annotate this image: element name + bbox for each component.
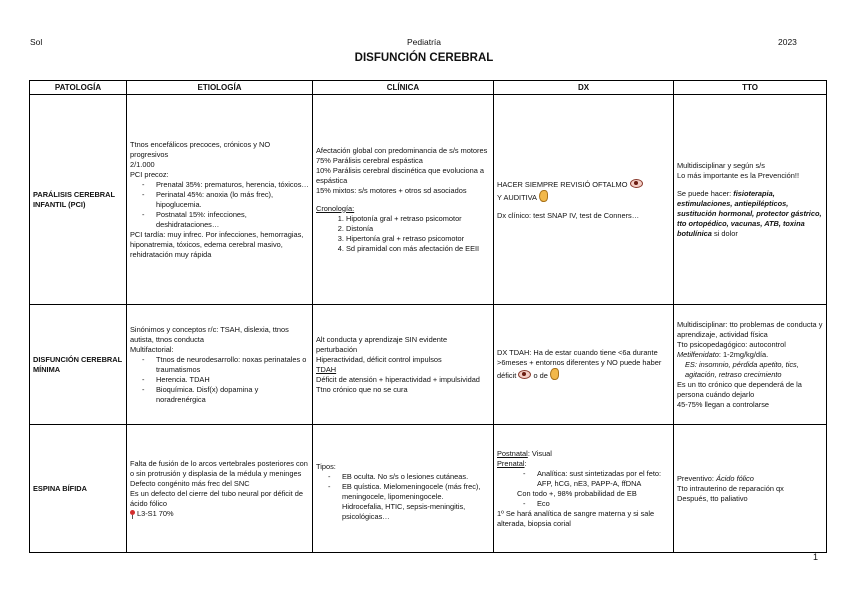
- bullet-list: [130, 355, 309, 405]
- bullet-list: [316, 472, 490, 502]
- col-header-patologia: PATOLOGÍA: [30, 81, 127, 95]
- text-line: Es un defecto del cierre del tubo neural por déficit de ácido fólico: [130, 488, 303, 508]
- col-header-etiologia: ETIOLOGÍA: [127, 81, 313, 95]
- list-item: - Postnatal 15%: infecciones, deshidrataciones…: [156, 210, 309, 230]
- section-label: Tipos:: [316, 461, 336, 471]
- text-line: Dx clínico: test SNAP IV, test de Conners…: [497, 210, 640, 220]
- section-label: TDAH: [316, 364, 337, 374]
- text-line: 2/1.000: [130, 159, 155, 169]
- list-item: - Analítica: sust sintetizadas por el feto: AFP, hCG, nE3, PAPP-A, ffDNA: [537, 469, 670, 489]
- cell-patologia: PARÁLISIS CEREBRAL INFANTIL (PCI): [30, 95, 127, 305]
- table-row: [30, 95, 827, 305]
- text-line: [497, 179, 670, 203]
- text-line: Es un tto crónico que dependerá de la persona cuándo dejarlo: [677, 379, 802, 399]
- text-line: PCI precoz:: [130, 169, 169, 179]
- text-line: [677, 474, 823, 484]
- col-header-clinica: CLÍNICA: [313, 81, 494, 95]
- text-line: [130, 509, 309, 519]
- location-text: L3-S1 70%: [137, 508, 174, 518]
- header-author: Sol: [30, 37, 43, 47]
- text-line: Ttno crónico que no se cura: [316, 384, 408, 394]
- list-item: 1. Hipotonía gral + retraso psicomotor: [346, 214, 490, 224]
- text-line: [677, 189, 823, 239]
- ear-icon: [539, 190, 548, 202]
- text-line: Lo más importante es la Prevención!!: [677, 170, 800, 180]
- dx-text: o de: [533, 371, 548, 380]
- page-title: DISFUNCIÓN CEREBRAL: [354, 52, 494, 64]
- cell-patologia: ESPINA BÍFIDA: [30, 425, 127, 553]
- ear-icon: [550, 368, 559, 380]
- text-line: Multidisciplinar: tto problemas de conducta y aprendizaje, actividad física: [677, 319, 823, 339]
- list-item: - Eco: [537, 499, 670, 509]
- tto-suffix: si dolor: [711, 228, 738, 238]
- page-number: 1: [813, 552, 819, 562]
- list-item: 3. Hipertonía gral + retraso psicomotor: [346, 234, 490, 244]
- cell-etiologia: [127, 95, 313, 305]
- text-line: Defecto congénito más frec del SNC: [130, 478, 250, 488]
- text-line: 1º Se hará analítica de sangre materna y si sale alterada, biopsia corial: [497, 508, 655, 528]
- list-item: - Ttnos de neurodesarrollo: noxas perinatales o traumatismos: [156, 355, 309, 375]
- list-item: - EB oculta. No s/s o lesiones cutáneas.: [342, 472, 490, 482]
- text-line: Ttnos encefálicos precoces, crónicos y NO progresivos: [130, 139, 271, 159]
- list-item: - Herencia. TDAH: [156, 375, 309, 385]
- list-item: - Bioquímica. Disf(x) dopamina y noradrenérgica: [156, 385, 309, 405]
- dx-text: DX TDAH: Ha de estar cuando tiene <6a durante >6meses + entornos diferentes y NO puede haber déficit: [497, 348, 662, 380]
- tto-emphasis: fisioterapia, estimulaciones, antiepilépticos, sustitución hormonal, protector gástrico, tto ortopédico, vacunas, ATB, toxina botulínica: [677, 188, 822, 238]
- drug-name: Metilfenidato: [677, 349, 719, 359]
- text-line: Después, tto paliativo: [677, 493, 748, 503]
- dx-text: Y AUDITIVA: [497, 192, 537, 202]
- text-line: Falta de fusión de lo arcos vertebrales posteriores con o sin protrusión y displasia de la médula y meninges: [130, 458, 308, 478]
- col-header-dx: DX: [494, 81, 674, 95]
- cell-etiologia: [127, 305, 313, 425]
- cell-dx: [494, 425, 674, 553]
- text-line: Tto psicopedagógico: autocontrol: [677, 339, 786, 349]
- pathology-table: [29, 80, 827, 553]
- table-header-row: [30, 81, 827, 95]
- table-row: [30, 305, 827, 425]
- table-row: [30, 425, 827, 553]
- cell-tto: [674, 305, 827, 425]
- text-line: PCI tardía: muy infrec. Por infecciones, hemorragias, hiponatremia, tóxicos, edema cerebral masivo, rehidratación muy rápida: [130, 229, 304, 259]
- list-item: 2. Distonía: [346, 224, 490, 234]
- drug-dose: : 1-2mg/kg/día.: [718, 349, 769, 359]
- text-line: Afectación global con predominancia de s/s motores: [316, 145, 488, 155]
- text-line: Hiperactividad, déficit control impulsos: [316, 354, 442, 364]
- text-line: ES: insomnio, pérdida apetito, tics, agitación, retraso crecimiento: [685, 359, 799, 379]
- bullet-list: [497, 469, 670, 489]
- list-item: - EB quística. Mielomeningocele (más frec), meningocele, lipomeningocele.: [342, 482, 490, 502]
- cell-dx: [494, 95, 674, 305]
- text-line: Hidrocefalia, HTIC, sepsis-meningitis, psicológicas…: [342, 501, 466, 521]
- text-line: [497, 449, 670, 459]
- text-line: 75% Parálisis cerebral espástica: [316, 155, 423, 165]
- text-line: Déficit de atensión + hiperactividad + impulsividad: [316, 374, 480, 384]
- dx-text: HACER SIEMPRE REVISIÓ OFTALMO: [497, 179, 628, 189]
- text-line: Multifactorial:: [130, 344, 174, 354]
- pin-icon: [130, 510, 135, 515]
- text-line: Con todo +, 98% probabilidad de EB: [517, 488, 637, 498]
- text-line: Alt conducta y aprendizaje SIN evidente perturbación: [316, 334, 448, 354]
- eye-icon: [518, 370, 531, 379]
- list-item: - Perinatal 45%: anoxia (lo más frec), hipoglucemia.: [156, 190, 309, 210]
- cell-patologia: DISFUNCIÓN CEREBRAL MÍNIMA: [30, 305, 127, 425]
- cell-dx: [494, 305, 674, 425]
- text-line: Multidisciplinar y según s/s: [677, 160, 765, 170]
- tto-emphasis: Ácido fólico: [716, 473, 754, 483]
- header-year: 2023: [778, 37, 797, 47]
- text-line: Tto intrauterino de reparación qx: [677, 483, 784, 493]
- numbered-list: [316, 214, 490, 254]
- list-item: 4. Sd piramidal con más afectación de EEII: [346, 244, 490, 254]
- dx-text: : Visual: [527, 448, 552, 458]
- bullet-list: [497, 499, 670, 509]
- text-line: Prenatal:: [497, 458, 527, 468]
- text-line: Sinónimos y conceptos r/c: TSAH, dislexia, ttnos autista, ttnos conducta: [130, 324, 289, 344]
- tto-prefix: Preventivo:: [677, 473, 717, 483]
- col-header-tto: TTO: [674, 81, 827, 95]
- cell-clinica: [313, 425, 494, 553]
- text-line: [677, 350, 823, 360]
- bullet-list: [130, 180, 309, 230]
- cell-tto: [674, 425, 827, 553]
- cell-clinica: [313, 305, 494, 425]
- tto-prefix: Se puede hacer:: [677, 188, 734, 198]
- section-label: Prenatal: [497, 458, 525, 468]
- header-subject: Pediatría: [406, 37, 442, 47]
- list-item: - Prenatal 35%: prematuros, herencia, tóxicos…: [156, 180, 309, 190]
- eye-icon: [630, 179, 643, 188]
- cell-tto: [674, 95, 827, 305]
- section-label: Postnatal: [497, 448, 528, 458]
- cell-etiologia: [127, 425, 313, 553]
- text-line: 45-75% llegan a controlarse: [677, 399, 770, 409]
- text-line: 10% Parálisis cerebral discinética que evoluciona a espástica: [316, 165, 485, 185]
- text-line: 15% mixtos: s/s motores + otros sd asociados: [316, 185, 467, 195]
- section-label: Cronología:: [316, 203, 355, 213]
- cell-clinica: [313, 95, 494, 305]
